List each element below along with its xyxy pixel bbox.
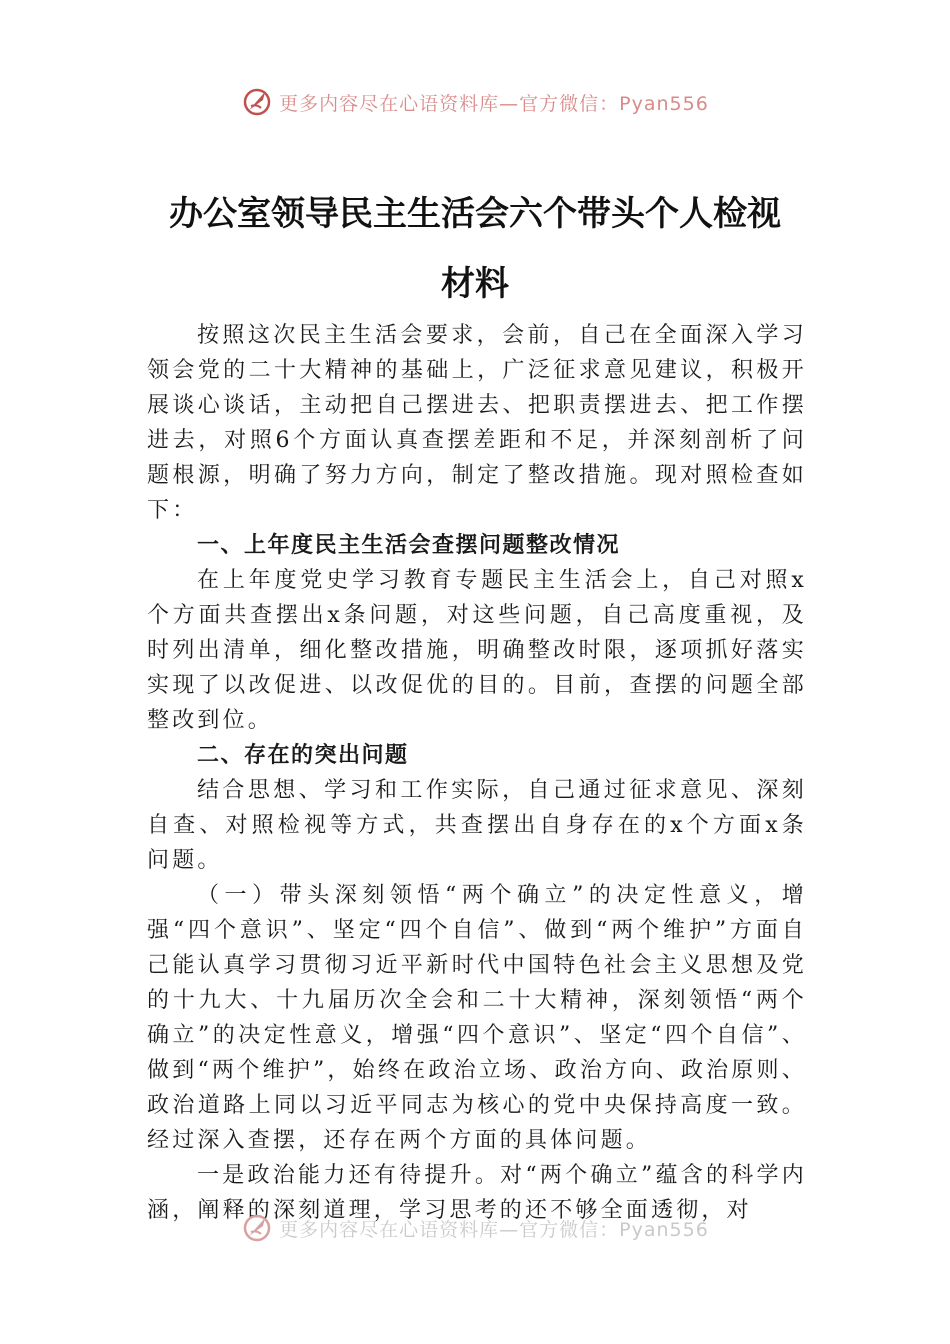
section1-paragraph: 在上年度党史学习教育专题民主生活会上，自己对照x个方面共查摆出x条问题，对这些问题，自己高度重视，及时列出清单，细化整改措施，明确整改时限，逐项抓好落实实现了以改促进、以改促优的目的。目前，查摆的问题全部整改到位。 (147, 568, 807, 733)
document-body (147, 318, 807, 1222)
subsection1-paragraph: （一）带头深刻领悟“两个确立”的决定性意义，增强“四个意识”、坚定“四个自信”、做到“两个维护”方面自己能认真学习贯彻习近平新时代中国特色社会主义思想及党的十九大、十九届历次全会和二十大精神，深刻领悟“两个确立”的决定性意义，增强“四个意识”、坚定“四个自信”、做到“两个维护”，始终在政治立场、政治方向、政治原则、政治道路上同以习近平同志为核心的党中央保持高度一致。经过深入查摆，还存在两个方面的具体问题。 (147, 883, 807, 1153)
section2-heading: 二、存在的突出问题 (197, 743, 409, 768)
document-title-line2: 材料 (441, 264, 509, 304)
document-title-line1: 办公室领导民主生活会六个带头个人检视 (169, 194, 781, 234)
watermark-text: 更多内容尽在心语资料库—官方微信：Pyan556 (279, 92, 709, 115)
watermark-footer (0, 1212, 950, 1244)
section1-heading: 一、上年度民主生活会查摆问题整改情况 (197, 533, 621, 558)
watermark-text-footer: 更多内容尽在心语资料库—官方微信：Pyan556 (279, 1218, 709, 1241)
point1-paragraph: 一是政治能力还有待提升。对“两个确立”蕴含的科学内涵，阐释的深刻道理，学习思考的还不够全面透彻，对 (147, 1163, 807, 1222)
section2-paragraph: 结合思想、学习和工作实际，自己通过征求意见、深刻自查、对照检视等方式，共查摆出自身存在的x个方面x条问题。 (147, 778, 807, 873)
intro-paragraph: 按照这次民主生活会要求，会前，自己在全面深入学习领会党的二十大精神的基础上，广泛征求意见建议，积极开展谈心谈话，主动把自己摆进去、把职责摆进去、把工作摆进去，对照6个方面认真查摆差距和不足，并深刻剖析了问题根源，明确了努力方向，制定了整改措施。现对照检查如下： (147, 323, 807, 523)
quill-seal-icon (241, 1212, 273, 1244)
